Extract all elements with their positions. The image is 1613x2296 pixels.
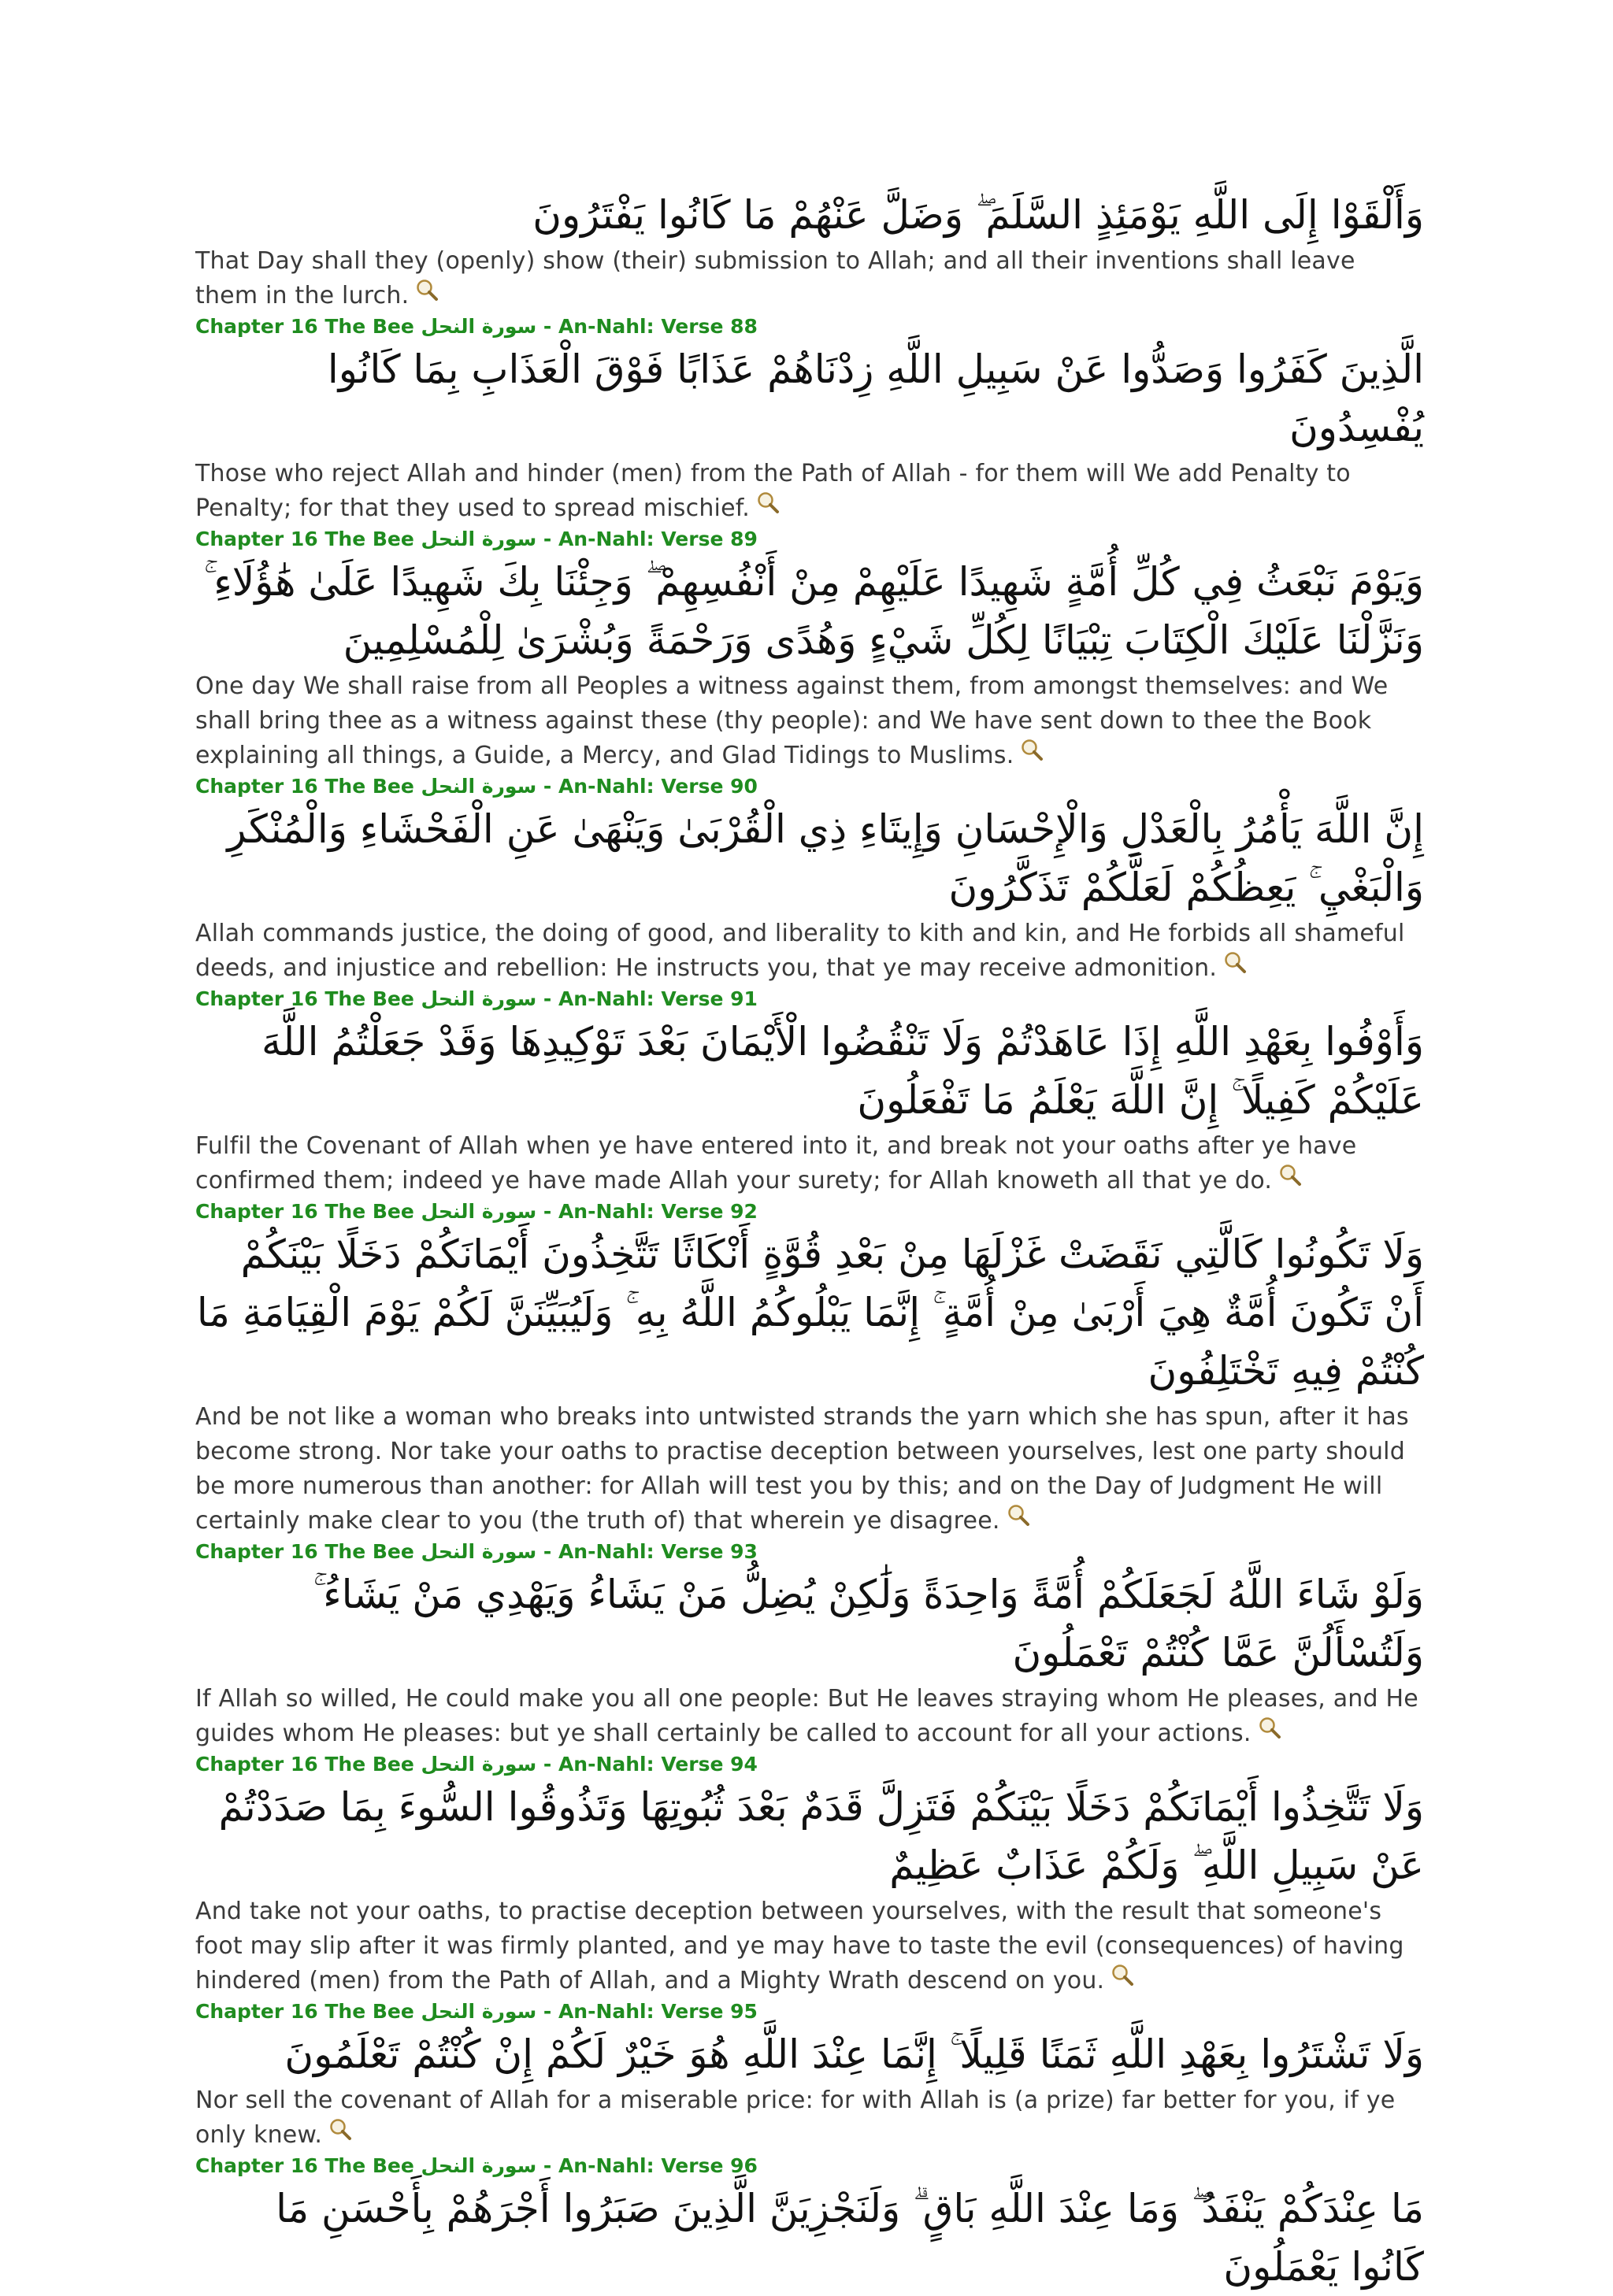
surah-arabic-name: سورة النحل [421, 315, 537, 338]
verse-page [195, 186, 1424, 2296]
chapter-label: Chapter 16 The Bee [195, 2154, 414, 2177]
surah-arabic-name: سورة النحل [421, 987, 537, 1010]
verse-reference: - An-Nahl: Verse 88 [536, 315, 758, 338]
arabic-verse-text: وَلَا تَتَّخِذُوا أَيْمَانَكُمْ دَخَلًا بَيْنَكُمْ فَتَزِلَّ قَدَمٌ بَعْدَ ثُبُوتِهَا وَتَذُوقُوا السُّوءَ بِمَا صَدَدْتُمْ عَنْ سَبِيلِ اللَّهِ ۖ وَلَكُمْ عَذَابٌ عَظِيمٌ [218, 1784, 1424, 1888]
magnifier-icon[interactable] [756, 490, 780, 513]
translation-text: One day We shall raise from all Peoples a witness against them, from amongst themselves: and We shall bring thee as a witness against these (thy people): and We have sent down to thee the Book explaining all things, a Guide, a Mercy, and Glad Tidings to Muslims. [195, 672, 1389, 769]
arabic-verse-text: وَلَوْ شَاءَ اللَّهُ لَجَعَلَكُمْ أُمَّةً وَاحِدَةً وَلَٰكِنْ يُضِلُّ مَنْ يَشَاءُ وَيَهْدِي مَنْ يَشَاءُ ۚ وَلَتُسْأَلُنَّ عَمَّا كُنْتُمْ تَعْمَلُونَ [313, 1572, 1424, 1676]
verse-translation [195, 1894, 1424, 1998]
translation-text: Nor sell the covenant of Allah for a miserable price: for with Allah is (a prize) far better for you, if ye only knew. [195, 2087, 1396, 2149]
verse-translation [195, 1682, 1424, 1751]
arabic-verse-text: وَيَوْمَ نَبْعَثُ فِي كُلِّ أُمَّةٍ شَهِيدًا عَلَيْهِمْ مِنْ أَنْفُسِهِمْ ۖ وَجِئْنَا بِكَ شَهِيدًا عَلَىٰ هَٰؤُلَاءِ ۚ وَنَزَّلْنَا عَلَيْكَ الْكِتَابَ تِبْيَانًا لِكُلِّ شَيْءٍ وَهُدًى وَرَحْمَةً وَبُشْرَىٰ لِلْمُسْلِمِينَ [203, 559, 1424, 663]
magnifier-icon[interactable] [1007, 1502, 1030, 1526]
arabic-verse-text: إِنَّ اللَّهَ يَأْمُرُ بِالْعَدْلِ وَالْإِحْسَانِ وَإِيتَاءِ ذِي الْقُرْبَىٰ وَيَنْهَىٰ عَنِ الْفَحْشَاءِ وَالْمُنْكَرِ وَالْبَغْيِ ۚ يَعِظُكُمْ لَعَلَّكُمْ تَذَكَّرُونَ [227, 806, 1424, 910]
verse-translation [195, 244, 1424, 313]
magnifier-icon[interactable] [1223, 950, 1247, 973]
verse-heading[interactable] [195, 986, 1424, 1013]
surah-arabic-name: سورة النحل [421, 775, 537, 798]
magnifier-icon[interactable] [1258, 1715, 1281, 1739]
verse-heading[interactable] [195, 1998, 1424, 2025]
surah-arabic-name: سورة النحل [421, 528, 537, 550]
translation-text: That Day shall they (openly) show (their) submission to Allah; and all their inventions shall leave them in the lurch. [195, 247, 1355, 309]
verse-translation [195, 457, 1424, 526]
chapter-label: Chapter 16 The Bee [195, 1753, 414, 1776]
chapter-label: Chapter 16 The Bee [195, 528, 414, 550]
magnifier-icon[interactable] [1111, 1962, 1134, 1986]
translation-text: And take not your oaths, to practise deception between yourselves, with the result that someone's foot may slip after it was firmly planted, and ye may have to taste the evil (consequences) of having hindered (men) from the Path of Allah, and a Mighty Wrath descend on you. [195, 1898, 1404, 1994]
verse-reference: - An-Nahl: Verse 93 [536, 1540, 758, 1563]
surah-arabic-name: سورة النحل [421, 2000, 537, 2023]
verse-reference: - An-Nahl: Verse 89 [536, 528, 758, 550]
chapter-label: Chapter 16 The Bee [195, 1200, 414, 1223]
verse-reference: - An-Nahl: Verse 92 [536, 1200, 758, 1223]
verse-translation [195, 917, 1424, 986]
translation-text: If Allah so willed, He could make you all one people: But He leaves straying whom He pleases, and He guides whom He pleases: but ye shall certainly be called to account for all your actions. [195, 1685, 1418, 1747]
verse-reference: - An-Nahl: Verse 91 [536, 987, 758, 1010]
arabic-verse-text: وَلَا تَكُونُوا كَالَّتِي نَقَضَتْ غَزْلَهَا مِنْ بَعْدِ قُوَّةٍ أَنْكَاثًا تَتَّخِذُونَ أَيْمَانَكُمْ دَخَلًا بَيْنَكُمْ أَنْ تَكُونَ أُمَّةٌ هِيَ أَرْبَىٰ مِنْ أُمَّةٍ ۚ إِنَّمَا يَبْلُوكُمُ اللَّهُ بِهِ ۚ وَلَيُبَيِّنَنَّ لَكُمْ يَوْمَ الْقِيَامَةِ مَا كُنْتُمْ فِيهِ تَخْتَلِفُونَ [196, 1231, 1424, 1394]
translation-text: Fulfil the Covenant of Allah when ye have entered into it, and break not your oaths after ye have confirmed them; indeed ye have made Allah your surety; for Allah knoweth all that ye do. [195, 1132, 1357, 1194]
verse-heading[interactable] [195, 1198, 1424, 1225]
magnifier-icon[interactable] [1020, 737, 1044, 761]
surah-arabic-name: سورة النحل [421, 1753, 537, 1776]
magnifier-icon[interactable] [328, 2116, 352, 2140]
verse-heading[interactable] [195, 773, 1424, 800]
magnifier-icon[interactable] [415, 277, 439, 301]
translation-text: Allah commands justice, the doing of good, and liberality to kith and kin, and He forbids all shameful deeds, and injustice and rebellion: He instructs you, that ye may receive admonition. [195, 920, 1405, 982]
arabic-verse-text: وَأَوْفُوا بِعَهْدِ اللَّهِ إِذَا عَاهَدْتُمْ وَلَا تَنْقُضُوا الْأَيْمَانَ بَعْدَ تَوْكِيدِهَا وَقَدْ جَعَلْتُمُ اللَّهَ عَلَيْكُمْ كَفِيلًا ۚ إِنَّ اللَّهَ يَعْلَمُ مَا تَفْعَلُونَ [261, 1019, 1424, 1123]
arabic-verse-text: وَأَلْقَوْا إِلَى اللَّهِ يَوْمَئِذٍ السَّلَمَ ۖ وَضَلَّ عَنْهُمْ مَا كَانُوا يَفْتَرُونَ [532, 192, 1424, 238]
verse-heading[interactable] [195, 1751, 1424, 1778]
verse-heading[interactable] [195, 526, 1424, 553]
verse-reference: - An-Nahl: Verse 96 [536, 2154, 758, 2177]
chapter-label: Chapter 16 The Bee [195, 1540, 414, 1563]
verse-translation [195, 1129, 1424, 1198]
verse-translation [195, 1400, 1424, 1539]
chapter-label: Chapter 16 The Bee [195, 987, 414, 1010]
chapter-label: Chapter 16 The Bee [195, 775, 414, 798]
verse-reference: - An-Nahl: Verse 94 [536, 1753, 758, 1776]
verse-heading[interactable] [195, 313, 1424, 340]
verse-reference: - An-Nahl: Verse 90 [536, 775, 758, 798]
surah-arabic-name: سورة النحل [421, 1200, 537, 1223]
chapter-label: Chapter 16 The Bee [195, 2000, 414, 2023]
verse-reference: - An-Nahl: Verse 95 [536, 2000, 758, 2023]
verse-translation [195, 669, 1424, 773]
chapter-label: Chapter 16 The Bee [195, 315, 414, 338]
verse-heading[interactable] [195, 1539, 1424, 1565]
arabic-verse-text: وَلَا تَشْتَرُوا بِعَهْدِ اللَّهِ ثَمَنًا قَلِيلًا ۚ إِنَّمَا عِنْدَ اللَّهِ هُوَ خَيْرٌ لَكُمْ إِنْ كُنْتُمْ تَعْلَمُونَ [284, 2031, 1424, 2077]
arabic-verse-text: مَا عِنْدَكُمْ يَنْفَدُ ۖ وَمَا عِنْدَ اللَّهِ بَاقٍ ۗ وَلَنَجْزِيَنَّ الَّذِينَ صَبَرُوا أَجْرَهُمْ بِأَحْسَنِ مَا كَانُوا يَعْمَلُونَ [276, 2186, 1424, 2290]
magnifier-icon[interactable] [1278, 1162, 1302, 1186]
verse-translation [195, 2083, 1424, 2153]
surah-arabic-name: سورة النحل [421, 2154, 537, 2177]
translation-text: Those who reject Allah and hinder (men) from the Path of Allah - for them will We add Penalty to Penalty; for that they used to spread mischief. [195, 460, 1351, 522]
arabic-verse-text: الَّذِينَ كَفَرُوا وَصَدُّوا عَنْ سَبِيلِ اللَّهِ زِدْنَاهُمْ عَذَابًا فَوْقَ الْعَذَابِ بِمَا كَانُوا يُفْسِدُونَ [327, 346, 1424, 450]
verse-heading[interactable] [195, 2153, 1424, 2179]
translation-text: And be not like a woman who breaks into untwisted strands the yarn which she has spun, after it has become strong. Nor take your oaths to practise deception between yourselves, lest one party should be more numerous than another: for Allah will test you by this; and on the Day of Judgment He will certainly make clear to you (the truth of) that wherein ye disagree. [195, 1403, 1409, 1535]
surah-arabic-name: سورة النحل [421, 1540, 537, 1563]
